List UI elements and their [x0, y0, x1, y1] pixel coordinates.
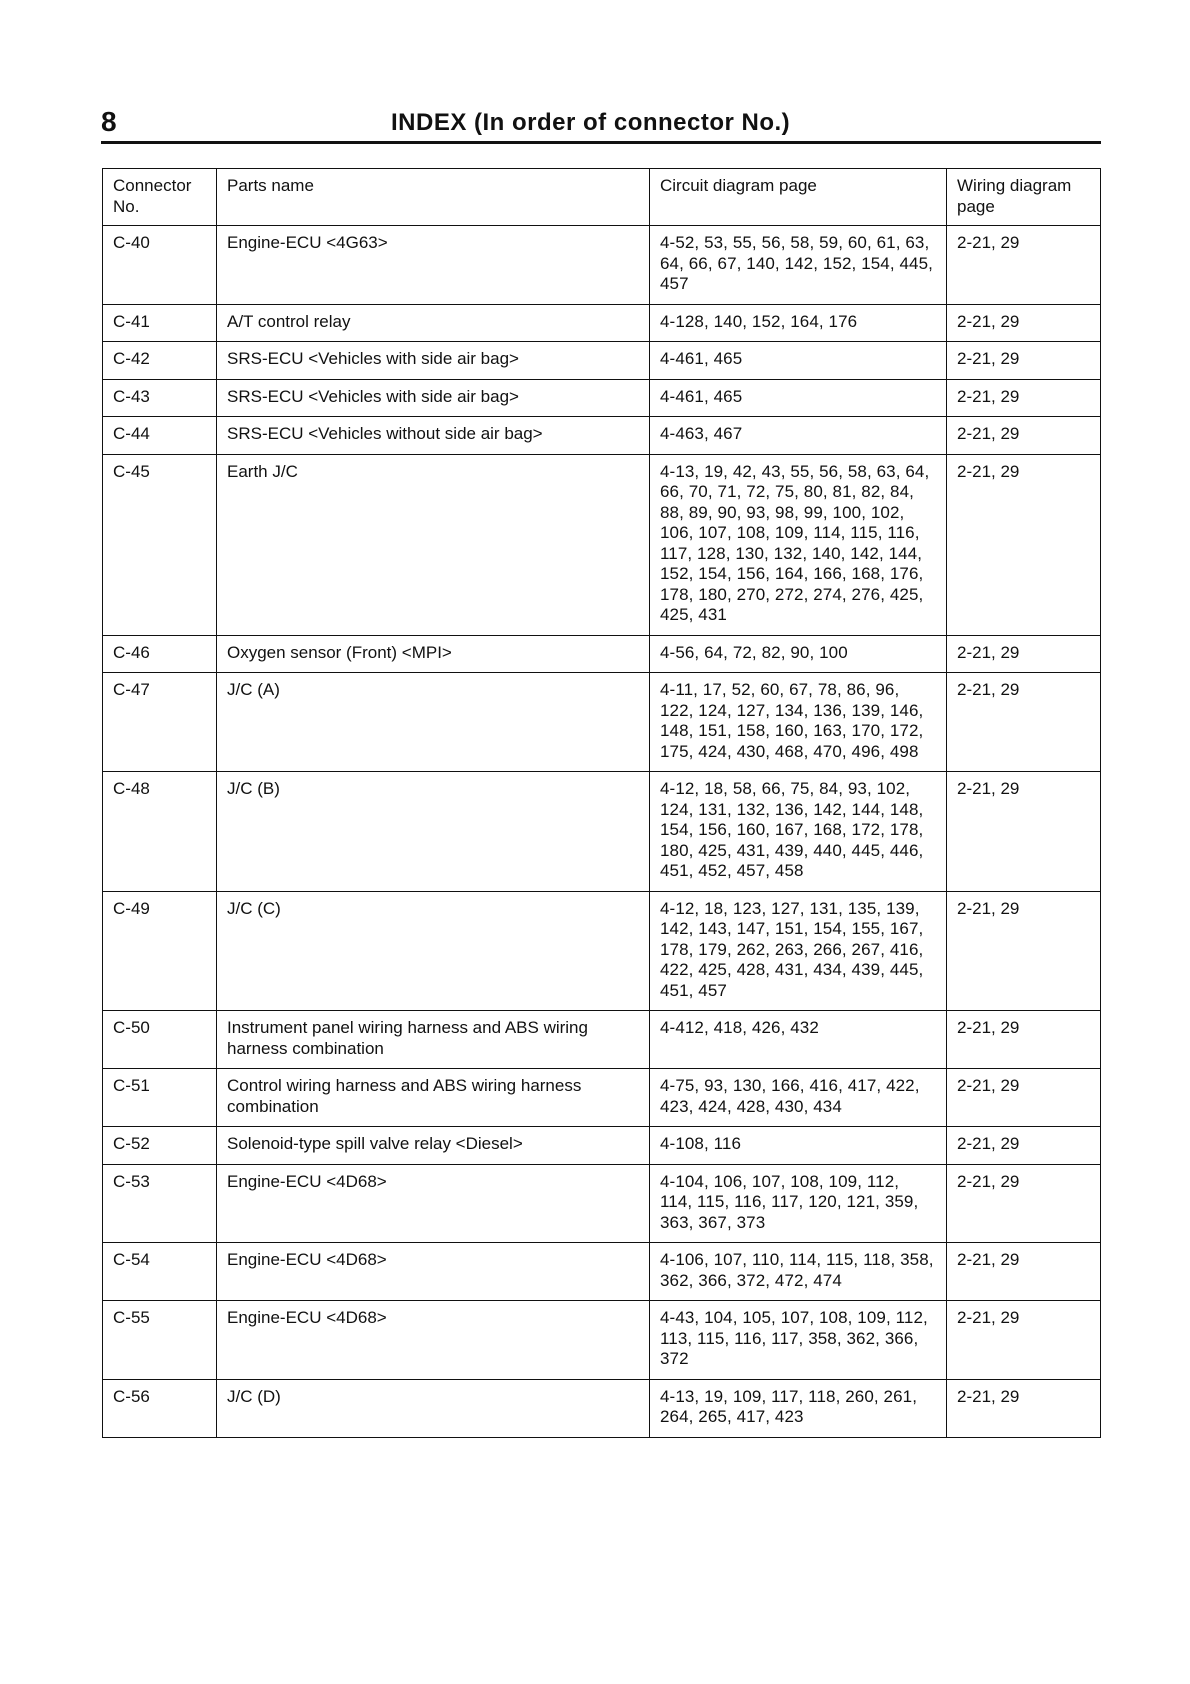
table-row — [103, 1011, 1101, 1069]
cell-connector: C-54 — [103, 1243, 217, 1301]
table-row — [103, 1069, 1101, 1127]
cell-circuit-pages: 4-13, 19, 42, 43, 55, 56, 58, 63, 64, 66, 70, 71, 72, 75, 80, 81, 82, 84, 88, 89, 90, 93, 98, 99, 100, 102, 106, 107, 108, 109, 114, 115, 116, 117, 128, 130, 132, 140, 142, 144, 152, 154, 156, 164, 166, 168, 176, 178, 180, 270, 272, 274, 276, 425, 425, 431 — [650, 454, 947, 635]
table-header — [103, 169, 1101, 226]
cell-wiring-pages: 2-21, 29 — [947, 772, 1101, 892]
cell-circuit-pages: 4-56, 64, 72, 82, 90, 100 — [650, 635, 947, 673]
table-row — [103, 1164, 1101, 1243]
page-header — [101, 104, 1101, 142]
cell-parts-name: SRS-ECU <Vehicles with side air bag> — [217, 379, 650, 417]
table-row — [103, 304, 1101, 342]
table-row — [103, 1379, 1101, 1437]
table-row — [103, 1301, 1101, 1380]
cell-wiring-pages: 2-21, 29 — [947, 1069, 1101, 1127]
cell-circuit-pages: 4-104, 106, 107, 108, 109, 112, 114, 115, 116, 117, 120, 121, 359, 363, 367, 373 — [650, 1164, 947, 1243]
cell-circuit-pages: 4-11, 17, 52, 60, 67, 78, 86, 96, 122, 124, 127, 134, 136, 139, 146, 148, 151, 158, 160, 163, 170, 172, 175, 424, 430, 468, 470, 496, 498 — [650, 673, 947, 772]
cell-connector: C-41 — [103, 304, 217, 342]
cell-circuit-pages: 4-13, 19, 109, 117, 118, 260, 261, 264, 265, 417, 423 — [650, 1379, 947, 1437]
cell-wiring-pages: 2-21, 29 — [947, 304, 1101, 342]
column-header-connector: Connector No. — [103, 169, 217, 226]
cell-circuit-pages: 4-12, 18, 123, 127, 131, 135, 139, 142, 143, 147, 151, 154, 155, 167, 178, 179, 262, 263, 266, 267, 416, 422, 425, 428, 431, 434, 439, 445, 451, 457 — [650, 891, 947, 1011]
cell-wiring-pages: 2-21, 29 — [947, 1301, 1101, 1380]
table-row — [103, 1243, 1101, 1301]
cell-parts-name: Solenoid-type spill valve relay <Diesel> — [217, 1127, 650, 1165]
cell-parts-name: SRS-ECU <Vehicles without side air bag> — [217, 417, 650, 455]
connector-index-table — [102, 168, 1101, 1438]
cell-connector: C-52 — [103, 1127, 217, 1165]
table-row — [103, 379, 1101, 417]
column-header-circuit: Circuit diagram page — [650, 169, 947, 226]
cell-wiring-pages: 2-21, 29 — [947, 1243, 1101, 1301]
cell-circuit-pages: 4-463, 467 — [650, 417, 947, 455]
cell-circuit-pages: 4-75, 93, 130, 166, 416, 417, 422, 423, 424, 428, 430, 434 — [650, 1069, 947, 1127]
cell-parts-name: Earth J/C — [217, 454, 650, 635]
cell-wiring-pages: 2-21, 29 — [947, 673, 1101, 772]
cell-wiring-pages: 2-21, 29 — [947, 891, 1101, 1011]
cell-circuit-pages: 4-461, 465 — [650, 342, 947, 380]
cell-wiring-pages: 2-21, 29 — [947, 417, 1101, 455]
cell-circuit-pages: 4-412, 418, 426, 432 — [650, 1011, 947, 1069]
table-row — [103, 673, 1101, 772]
cell-circuit-pages: 4-461, 465 — [650, 379, 947, 417]
cell-circuit-pages: 4-106, 107, 110, 114, 115, 118, 358, 362, 366, 372, 472, 474 — [650, 1243, 947, 1301]
cell-parts-name: J/C (D) — [217, 1379, 650, 1437]
table-row — [103, 454, 1101, 635]
cell-wiring-pages: 2-21, 29 — [947, 342, 1101, 380]
cell-parts-name: Engine-ECU <4D68> — [217, 1164, 650, 1243]
cell-wiring-pages: 2-21, 29 — [947, 1011, 1101, 1069]
cell-wiring-pages: 2-21, 29 — [947, 1164, 1101, 1243]
cell-circuit-pages: 4-128, 140, 152, 164, 176 — [650, 304, 947, 342]
cell-wiring-pages: 2-21, 29 — [947, 226, 1101, 305]
cell-wiring-pages: 2-21, 29 — [947, 379, 1101, 417]
cell-connector: C-48 — [103, 772, 217, 892]
cell-parts-name: Engine-ECU <4D68> — [217, 1301, 650, 1380]
cell-wiring-pages: 2-21, 29 — [947, 1127, 1101, 1165]
cell-connector: C-56 — [103, 1379, 217, 1437]
cell-circuit-pages: 4-12, 18, 58, 66, 75, 84, 93, 102, 124, 131, 132, 136, 142, 144, 148, 154, 156, 160, 167, 168, 172, 178, 180, 425, 431, 439, 440, 445, 446, 451, 452, 457, 458 — [650, 772, 947, 892]
cell-wiring-pages: 2-21, 29 — [947, 635, 1101, 673]
table-row — [103, 635, 1101, 673]
cell-connector: C-45 — [103, 454, 217, 635]
column-header-wiring: Wiring diagram page — [947, 169, 1101, 226]
table-row — [103, 342, 1101, 380]
header-rule — [101, 141, 1101, 144]
cell-parts-name: Engine-ECU <4D68> — [217, 1243, 650, 1301]
cell-parts-name: SRS-ECU <Vehicles with side air bag> — [217, 342, 650, 380]
cell-parts-name: J/C (C) — [217, 891, 650, 1011]
cell-parts-name: Instrument panel wiring harness and ABS wiring harness combination — [217, 1011, 650, 1069]
cell-connector: C-55 — [103, 1301, 217, 1380]
cell-connector: C-47 — [103, 673, 217, 772]
cell-connector: C-53 — [103, 1164, 217, 1243]
table-row — [103, 226, 1101, 305]
cell-circuit-pages: 4-43, 104, 105, 107, 108, 109, 112, 113, 115, 116, 117, 358, 362, 366, 372 — [650, 1301, 947, 1380]
cell-connector: C-49 — [103, 891, 217, 1011]
cell-connector: C-42 — [103, 342, 217, 380]
cell-connector: C-43 — [103, 379, 217, 417]
table-row — [103, 417, 1101, 455]
cell-connector: C-44 — [103, 417, 217, 455]
page-title: INDEX (In order of connector No.) — [391, 109, 791, 136]
page-number: 8 — [101, 106, 117, 137]
cell-wiring-pages: 2-21, 29 — [947, 1379, 1101, 1437]
cell-connector: C-40 — [103, 226, 217, 305]
cell-wiring-pages: 2-21, 29 — [947, 454, 1101, 635]
table-row — [103, 891, 1101, 1011]
header-row — [103, 169, 1101, 226]
cell-parts-name: Control wiring harness and ABS wiring harness combination — [217, 1069, 650, 1127]
cell-parts-name: J/C (B) — [217, 772, 650, 892]
cell-connector: C-50 — [103, 1011, 217, 1069]
table-row — [103, 1127, 1101, 1165]
cell-connector: C-46 — [103, 635, 217, 673]
cell-circuit-pages: 4-108, 116 — [650, 1127, 947, 1165]
cell-parts-name: Oxygen sensor (Front) <MPI> — [217, 635, 650, 673]
cell-parts-name: J/C (A) — [217, 673, 650, 772]
cell-parts-name: Engine-ECU <4G63> — [217, 226, 650, 305]
table-row — [103, 772, 1101, 892]
cell-circuit-pages: 4-52, 53, 55, 56, 58, 59, 60, 61, 63, 64, 66, 67, 140, 142, 152, 154, 445, 457 — [650, 226, 947, 305]
table-body — [103, 226, 1101, 1438]
column-header-parts: Parts name — [217, 169, 650, 226]
cell-connector: C-51 — [103, 1069, 217, 1127]
cell-parts-name: A/T control relay — [217, 304, 650, 342]
